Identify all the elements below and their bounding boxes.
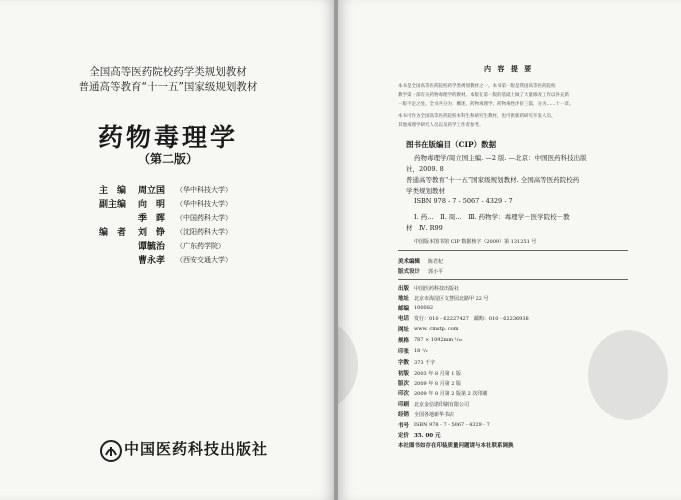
- designer-name: 郭小平: [428, 269, 444, 275]
- imprint-value: 北京金信诺印刷有限公司: [414, 402, 470, 408]
- author-role: 编 者: [99, 228, 127, 238]
- author-affiliation: （广东药学院）: [176, 242, 225, 250]
- publisher-logo-icon: [100, 440, 122, 462]
- author-affiliation: （华中科技大学）: [176, 186, 232, 194]
- imprint-value: 北京市海淀区文慧园北路甲 22 号: [414, 296, 489, 302]
- watermark-stamp-icon: [588, 330, 668, 420]
- imprint-label: 印刷: [398, 402, 410, 408]
- summary-line: 本书是全国高等医药院校药学类规划教材之一。本书第一版是我国高等医药院校: [398, 84, 556, 89]
- author-name: 刘 铮: [138, 228, 166, 238]
- author-affiliation: （西安交通大学）: [176, 256, 232, 264]
- left-page: [0, 0, 336, 500]
- imprint-value: 2009 年 8 月第 2 版第 2 次印刷: [414, 391, 488, 397]
- editor-label: 美术编辑: [398, 259, 421, 265]
- author-name: 向 明: [138, 200, 166, 210]
- imprint-value: 373 千字: [414, 360, 436, 366]
- cip-line: ISBN 978 - 7 - 5067 - 4329 - 7: [414, 197, 513, 205]
- author-affiliation: （华中科技大学）: [176, 200, 232, 208]
- imprint-value: 发行：010 - 62227427 邮购：010 - 62236938: [414, 316, 529, 322]
- footer-note: 本社图书如存在印装质量问题请与本社联系调换: [398, 443, 514, 449]
- imprint-label: 版次: [398, 381, 410, 387]
- cip-class-line: Ⅰ. 药… Ⅱ. 周… Ⅲ. 药物学：毒理学－医学院校－教: [414, 213, 570, 221]
- imprint-label: 邮编: [398, 306, 410, 312]
- imprint-label: 印张: [398, 349, 410, 355]
- imprint-value: 2009 年 8 月第 2 版: [414, 381, 462, 387]
- author-affiliation: （沈阳药科大学）: [176, 228, 232, 236]
- author-role: 主 编: [99, 186, 127, 196]
- summary-line: 教学第一部有关药物毒理学的教材。本版在第一版的基础上做了大量修改工作以补充新: [398, 93, 569, 98]
- summary-line: 其他毒理学研究人员以及药学工作者参考。: [398, 123, 484, 128]
- series-line-2: 普通高等教育“十一五”国家级规划教材: [78, 81, 258, 93]
- imprint-value: ISBN 978 - 7 - 5067 - 4329 - 7: [414, 422, 490, 428]
- watermark-stamp-icon: [338, 320, 358, 410]
- cip-heading: 图书在版编目（CIP）数据: [406, 140, 497, 149]
- imprint-value: 18 ¹/₂: [414, 348, 428, 354]
- cip-line: 药物毒理学/周立国主编. —2 版. —北京：中国医药科技出版: [414, 154, 587, 162]
- summary-line: 本书可作为全国高等医药院校本科生和研究生教材，也可供新药研究开发人员、: [398, 114, 556, 119]
- imprint-label: 印次: [398, 391, 410, 397]
- cip-number: 中国版本图书馆 CIP 数据核字（2009）第 131251 号: [414, 239, 537, 245]
- author-name: 周立国: [138, 186, 166, 196]
- author-role: 副主编: [99, 200, 127, 210]
- imprint-label: 出版: [398, 286, 410, 292]
- series-line-1: 全国高等医药院校药学类规划教材: [89, 66, 247, 78]
- edition-label: （第二版）: [137, 152, 198, 166]
- author-name: 季 晖: [138, 214, 166, 224]
- cip-line: 社，2009. 8: [406, 165, 444, 173]
- imprint-label: 电话: [398, 316, 410, 322]
- designer-label: 版式设计: [398, 269, 421, 275]
- imprint-value: www. cmstp. com: [414, 326, 459, 332]
- imprint-label: 字数: [398, 360, 410, 366]
- imprint-label: 规格: [398, 338, 410, 344]
- summary-line: 一版不足之处。全书共分为：概述、药物毒理学、药物毒性评价三篇，分为……十一章。: [398, 102, 574, 107]
- imprint-label: 初版: [398, 371, 410, 377]
- author-name: 谭毓治: [138, 242, 166, 252]
- editor-name: 陈君杞: [428, 259, 444, 265]
- summary-title: 内 容 提 要: [484, 65, 534, 73]
- imprint-price: 35. 00 元: [414, 433, 441, 439]
- imprint-label: 经销: [398, 412, 410, 418]
- imprint-label: 书号: [398, 423, 410, 429]
- divider: [398, 279, 628, 280]
- imprint-value: 全国各地新华书店: [414, 412, 455, 418]
- divider: [398, 250, 628, 251]
- imprint-value: 100082: [414, 305, 434, 311]
- book-title: 药物毒理学: [97, 123, 238, 152]
- cip-line: 普通高等教育“十一五”国家级规划教材. 全国高等医药院校药: [406, 176, 580, 184]
- imprint-label: 网址: [398, 327, 410, 333]
- author-affiliation: （中国药科大学）: [176, 214, 232, 222]
- imprint-label: 地址: [398, 296, 410, 302]
- imprint-label: 定价: [398, 433, 410, 439]
- author-name: 曹永孝: [138, 256, 166, 266]
- publisher-name: 中国医药科技出版社: [124, 440, 269, 458]
- imprint-value: 2003 年 8 月第 1 版: [414, 371, 462, 377]
- imprint-value: 中国医药科技出版社: [414, 286, 460, 292]
- imprint-value: 787 × 1092mm ¹/₁₆: [414, 337, 463, 343]
- cip-class-line: 材 Ⅳ. R99: [406, 224, 443, 232]
- cip-line: 学类规划教材: [406, 187, 445, 195]
